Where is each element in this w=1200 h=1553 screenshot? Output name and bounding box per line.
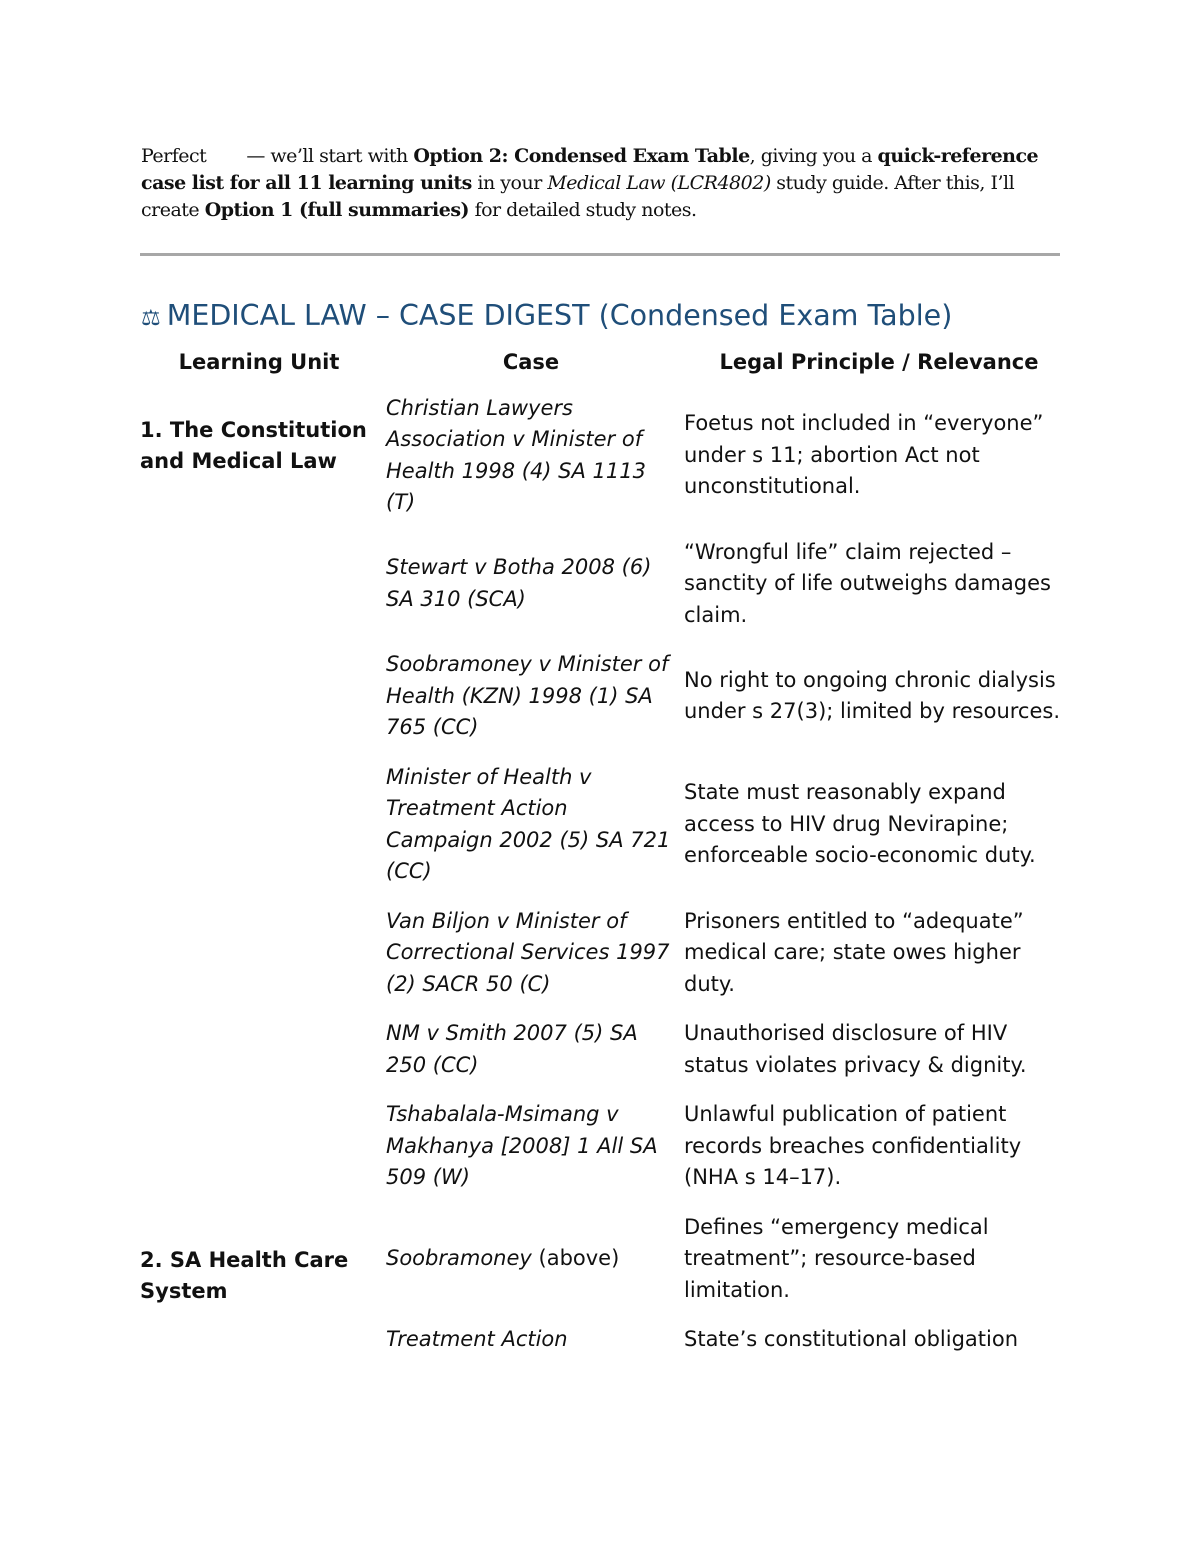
case-cell: Van Biljon v Minister of Correctional Services 1997 (2) SACR 50 (C)	[386, 908, 670, 996]
learning-unit-cell: 2. SA Health Care System	[140, 1247, 349, 1303]
principle-cell: Prisoners entitled to “adequate” medical care; state owes higher duty.	[684, 908, 1024, 996]
intro-text: for detailed study notes.	[469, 199, 697, 221]
principle-cell: No right to ongoing chronic dialysis under s 27(3); limited by resources.	[684, 667, 1061, 724]
principle-cell: Unlawful publication of patient records breaches confidentiality (NHA s 14–17).	[684, 1102, 1022, 1189]
horizontal-divider	[140, 253, 1060, 256]
intro-text: — we’ll start with	[246, 145, 414, 167]
principle-cell: Unauthorised disclosure of HIV status violates privacy & dignity.	[684, 1021, 1027, 1077]
case-cell: Soobramoney v Minister of Health (KZN) 1998 (1) SA 765 (CC)	[386, 652, 669, 739]
intro-text: , giving you a	[749, 145, 878, 167]
principle-cell: Foetus not included in “everyone” under s 11; abortion Act not unconstitutional.	[684, 411, 1044, 499]
table-row	[136, 393, 1078, 537]
table-row	[136, 1212, 1078, 1325]
intro-paragraph	[141, 143, 1041, 224]
scales-icon: ⚖	[141, 306, 161, 331]
column-header-learning-unit: Learning Unit	[178, 350, 340, 374]
principle-cell: “Wrongful life” claim rejected – sanctity of life outweighs damages claim.	[684, 539, 1051, 627]
case-cell: Tshabalala-Msimang v Makhanya [2008] 1 All SA 509 (W)	[386, 1102, 658, 1189]
intro-bold-text: Option 1 (full summaries)	[204, 199, 470, 221]
case-cell: NM v Smith 2007 (5) SA 250 (CC)	[386, 1021, 638, 1077]
case-cell	[382, 1212, 680, 1325]
principle-cell: State’s constitutional obligation	[684, 1327, 1019, 1351]
case-note: (above)	[531, 1246, 620, 1270]
column-header-principle: Legal Principle / Relevance	[719, 350, 1039, 374]
intro-text: in your	[471, 172, 548, 194]
case-cell: Treatment Action	[386, 1327, 568, 1351]
heading-title: MEDICAL LAW – CASE DIGEST (Condensed Exam Table)	[166, 299, 953, 332]
learning-unit-cell: 1. The Constitution and Medical Law	[140, 417, 367, 473]
intro-bold-text: quick-reference case list for all 11 learning units	[141, 145, 1039, 194]
intro-bold-text: Option 2: Condensed Exam Table	[413, 145, 750, 167]
case-cell: Minister of Health v Treatment Action Campaign 2002 (5) SA 721 (CC)	[386, 764, 671, 883]
principle-cell: Defines “emergency medical treatment”; resource-based limitation.	[684, 1214, 989, 1302]
column-header-case: Case	[502, 350, 560, 374]
case-cell: Christian Lawyers Association v Minister of Health 1998 (4) SA 1113 (T)	[386, 395, 646, 514]
case-name: Soobramoney	[386, 1246, 532, 1270]
intro-italic-text: Medical Law (LCR4802)	[547, 172, 771, 194]
principle-cell: State must reasonably expand access to HIV drug Nevirapine; enforceable socio-economic duty.	[684, 780, 1036, 868]
intro-text: Perfect	[141, 145, 207, 167]
case-digest-table	[136, 343, 1078, 1374]
section-heading	[141, 296, 952, 339]
table-header-row	[136, 343, 1078, 393]
case-cell: Stewart v Botha 2008 (6) SA 310 (SCA)	[386, 555, 652, 611]
intro-text: study guide. After this, I’ll create	[141, 172, 1015, 221]
